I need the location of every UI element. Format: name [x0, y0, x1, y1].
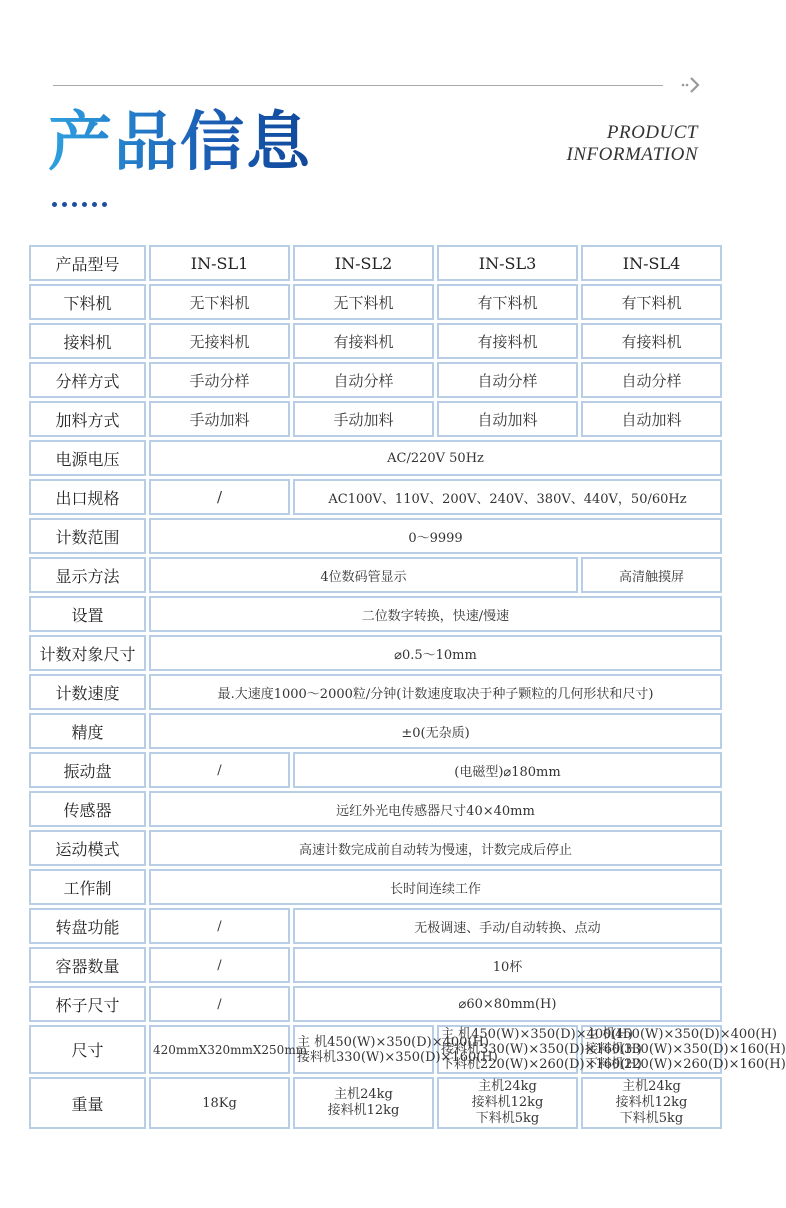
table-row [29, 440, 722, 476]
weight-line: 主机24kg [334, 1087, 393, 1102]
header-divider-line [53, 85, 663, 86]
table-cell: 无接料机 [149, 323, 290, 359]
table-cell [581, 1025, 786, 1074]
table-row [29, 713, 722, 749]
table-row [29, 869, 722, 905]
table-cell: 无极调速、手动/自动转换、点动 [293, 908, 722, 944]
row-label: 分样方式 [29, 362, 146, 398]
weight-line: 接料机12kg [327, 1103, 400, 1118]
chevron-right-icon [680, 74, 704, 96]
row-label: 工作制 [29, 869, 146, 905]
row-label: 电源电压 [29, 440, 146, 476]
table-cell: 无下料机 [293, 284, 434, 320]
dimension-line: 主 机450(W)×350(D)×400(H) [297, 1034, 489, 1050]
table-cell: 自动分样 [437, 362, 578, 398]
table-cell: / [149, 479, 290, 515]
table-row [29, 986, 722, 1022]
dimension-line: 下料机220(W)×260(D)×160(H) [585, 1057, 786, 1072]
table-cell: AC/220V 50Hz [149, 440, 722, 476]
table-row [29, 1025, 722, 1074]
table-row [29, 401, 722, 437]
row-label: 下料机 [29, 284, 146, 320]
table-cell: 长时间连续工作 [149, 869, 722, 905]
row-label: 传感器 [29, 791, 146, 827]
weight-line: 接料机12kg [471, 1095, 544, 1110]
decorative-dots [52, 202, 107, 210]
dimension-line: 主 机450(W)×350(D)×400(H) [441, 1027, 633, 1042]
table-cell: ±0(无杂质) [149, 713, 722, 749]
table-cell: 无下料机 [149, 284, 290, 320]
table-cell: 自动分样 [581, 362, 722, 398]
table-cell: 420mmX320mmX250mm [149, 1025, 290, 1074]
row-label: 计数速度 [29, 674, 146, 710]
model-cell: IN-SL3 [437, 245, 578, 281]
table-cell: / [149, 752, 290, 788]
table-cell: 18Kg [149, 1077, 290, 1129]
row-label: 计数范围 [29, 518, 146, 554]
table-cell: / [149, 908, 290, 944]
table-row [29, 947, 722, 983]
dimension-line: 接料机330(W)×350(D)×160(H) [441, 1042, 642, 1057]
table-row [29, 323, 722, 359]
weight-line: 主机24kg [478, 1079, 537, 1094]
table-cell: ⌀0.5～10mm [149, 635, 722, 671]
table-cell: 远红外光电传感器尺寸40×40mm [149, 791, 722, 827]
table-row [29, 245, 722, 281]
table-cell: 手动加料 [149, 401, 290, 437]
table-cell: 最.大速度1000～2000粒/分钟(计数速度取决于种子颗粒的几何形状和尺寸) [149, 674, 722, 710]
row-label: 运动模式 [29, 830, 146, 866]
table-cell: / [149, 947, 290, 983]
row-label: 振动盘 [29, 752, 146, 788]
table-cell: 自动加料 [581, 401, 722, 437]
dimension-line: 接料机330(W)×350(D)×160(H) [297, 1049, 498, 1065]
row-label: 加料方式 [29, 401, 146, 437]
weight-line: 下料机5kg [475, 1111, 540, 1126]
title-en-line1: PRODUCT [606, 122, 698, 143]
table-cell: 高速计数完成前自动转为慢速，计数完成后停止 [149, 830, 722, 866]
table-cell: 有接料机 [581, 323, 722, 359]
row-label: 容器数量 [29, 947, 146, 983]
table-cell [293, 1025, 498, 1074]
row-label: 设置 [29, 596, 146, 632]
row-label: 产品型号 [29, 245, 146, 281]
row-label: 尺寸 [29, 1025, 146, 1074]
model-cell: IN-SL2 [293, 245, 434, 281]
table-row [29, 362, 722, 398]
table-row [29, 284, 722, 320]
row-label: 显示方法 [29, 557, 146, 593]
row-label: 重量 [29, 1077, 146, 1129]
table-cell: 手动加料 [293, 401, 434, 437]
row-label: 杯子尺寸 [29, 986, 146, 1022]
model-cell: IN-SL1 [149, 245, 290, 281]
spec-table [26, 242, 786, 1132]
table-row [29, 518, 722, 554]
weight-line: 接料机12kg [615, 1095, 688, 1110]
table-cell [437, 1077, 578, 1129]
table-row [29, 596, 722, 632]
table-row [29, 830, 722, 866]
table-cell: (电磁型)⌀180mm [293, 752, 722, 788]
table-row [29, 635, 722, 671]
table-cell: 有接料机 [437, 323, 578, 359]
table-cell: AC100V、110V、200V、240V、380V、440V，50/60Hz [293, 479, 722, 515]
table-cell [437, 1025, 642, 1074]
table-row [29, 908, 722, 944]
dimension-line: 下料机220(W)×260(D)×160(H) [441, 1057, 642, 1072]
table-cell [581, 1077, 722, 1129]
table-cell: 高清触摸屏 [581, 557, 722, 593]
table-row [29, 479, 722, 515]
page-title-english [567, 122, 698, 166]
table-cell: 有下料机 [581, 284, 722, 320]
table-cell: 自动分样 [293, 362, 434, 398]
table-cell [293, 1077, 434, 1129]
table-row [29, 674, 722, 710]
table-cell: 二位数字转换，快速/慢速 [149, 596, 722, 632]
table-cell: 有下料机 [437, 284, 578, 320]
table-cell: 有接料机 [293, 323, 434, 359]
weight-line: 主机24kg [622, 1079, 681, 1094]
dimension-line: 接料机330(W)×350(D)×160(H) [585, 1042, 786, 1057]
table-cell: 10杯 [293, 947, 722, 983]
row-label: 接料机 [29, 323, 146, 359]
table-cell: / [149, 986, 290, 1022]
table-cell: 0～9999 [149, 518, 722, 554]
row-label: 精度 [29, 713, 146, 749]
table-row [29, 1077, 722, 1129]
title-en-line2: INFORMATION [566, 144, 698, 165]
table-cell: 4位数码管显示 [149, 557, 578, 593]
table-row [29, 791, 722, 827]
table-cell: 手动分样 [149, 362, 290, 398]
table-cell: 自动加料 [437, 401, 578, 437]
page-title: 产品信息 [48, 106, 312, 180]
table-row [29, 557, 722, 593]
table-row [29, 752, 722, 788]
model-cell: IN-SL4 [581, 245, 722, 281]
table-cell: ⌀60×80mm(H) [293, 986, 722, 1022]
row-label: 转盘功能 [29, 908, 146, 944]
dimension-line: 主 机450(W)×350(D)×400(H) [585, 1027, 777, 1042]
weight-line: 下料机5kg [619, 1111, 684, 1126]
row-label: 计数对象尺寸 [29, 635, 146, 671]
row-label: 出口规格 [29, 479, 146, 515]
